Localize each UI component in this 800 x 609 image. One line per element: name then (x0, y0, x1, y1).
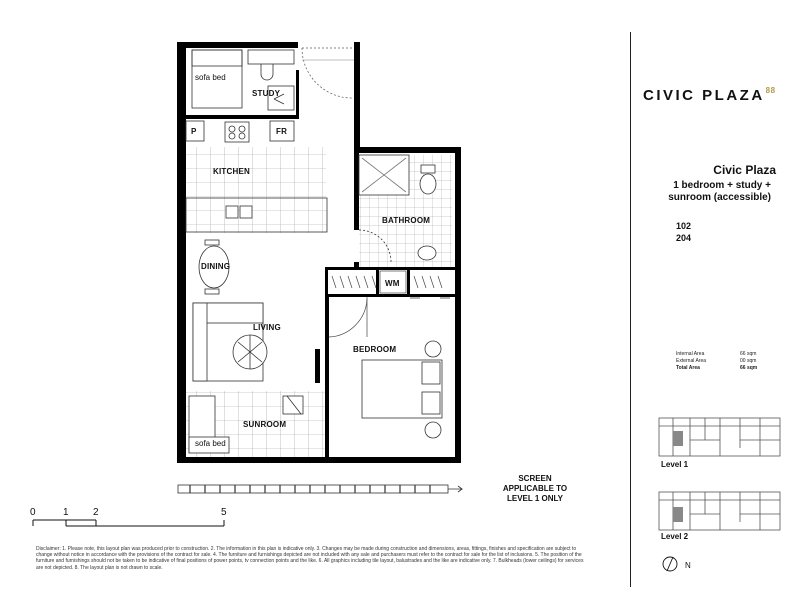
area-total (676, 365, 771, 371)
logo (643, 86, 776, 104)
room-wm: WM (385, 279, 400, 288)
area-value: 66 sqm (740, 351, 757, 357)
room-sunroom: SUNROOM (243, 420, 287, 429)
unit-number-2: 204 (676, 233, 692, 243)
room-bathroom: BATHROOM (382, 216, 431, 225)
room-dining: DINING (201, 262, 231, 271)
unit-number-1: 102 (676, 221, 692, 231)
bedroom-furniture (362, 341, 442, 438)
area-label: Internal Area (676, 351, 705, 357)
room-bedroom: BEDROOM (353, 345, 397, 354)
pantry-label: P (191, 127, 197, 136)
project-subtitle-line-1: 1 bedroom + study + (673, 180, 771, 191)
scale-bar (33, 520, 224, 526)
scale-mark-1: 1 (63, 507, 69, 518)
project-title: Civic Plaza (713, 163, 776, 177)
keyplan-level-2 (659, 492, 780, 530)
keyplan-level-2-label: Level 2 (661, 532, 689, 541)
sofa-bed-sunroom-label: sofa bed (195, 439, 226, 448)
entry-door (302, 48, 354, 98)
room-kitchen: KITCHEN (213, 167, 250, 176)
area-internal (676, 351, 771, 357)
panel-divider (630, 32, 631, 587)
area-value: 66 sqm (740, 365, 758, 371)
room-study: STUDY (252, 89, 281, 98)
screen-note: SCREEN APPLICABLE TO LEVEL 1 ONLY (502, 474, 568, 503)
fridge-label: FR (276, 127, 288, 136)
living-furniture (193, 303, 267, 381)
logo-text: CIVIC PLAZA (643, 87, 765, 104)
screen (178, 485, 462, 493)
compass-icon (663, 557, 677, 571)
scale-mark-0: 0 (30, 507, 36, 518)
sofa-bed-study-label: sofa bed (195, 73, 226, 82)
area-label: External Area (676, 358, 707, 364)
area-value: 00 sqm (740, 358, 757, 364)
keyplan-level-1 (659, 418, 780, 456)
area-external (676, 358, 771, 364)
compass-label: N (685, 561, 691, 570)
area-label: Total Area (676, 365, 700, 371)
bedroom-door (329, 297, 367, 337)
scale-mark-5: 5 (221, 507, 227, 518)
room-living: LIVING (253, 323, 281, 332)
disclaimer: Disclaimer: 1. Please note, this layout plan was produced prior to construction. 2. The information in this plan is indicative only. 3. Changes may be made during construction and dimensions, areas, fittings, finishes and specification are subject to change without notice in accordance with the provisions of the contract for sale. 4. The furniture and furnishings depicted are not included with any sale and purchasers must refer to the contract for sale for the list of inclusions. 5. The position of the furniture and furnishings should not be taken to be indicative of final positions of power points, tv connection points and the like. 6. All graphics including tile layout, balustrades and the like are indicative only. 7. Bulkheads (lower ceilings) for services are not depicted. 8. The layout plan is not drawn to scale. (36, 546, 584, 571)
project-subtitle-line-2: sunroom (accessible) (668, 192, 771, 203)
logo-superscript: 88 (765, 86, 776, 95)
scale-mark-2: 2 (93, 507, 99, 518)
keyplan-level-1-label: Level 1 (661, 460, 689, 469)
